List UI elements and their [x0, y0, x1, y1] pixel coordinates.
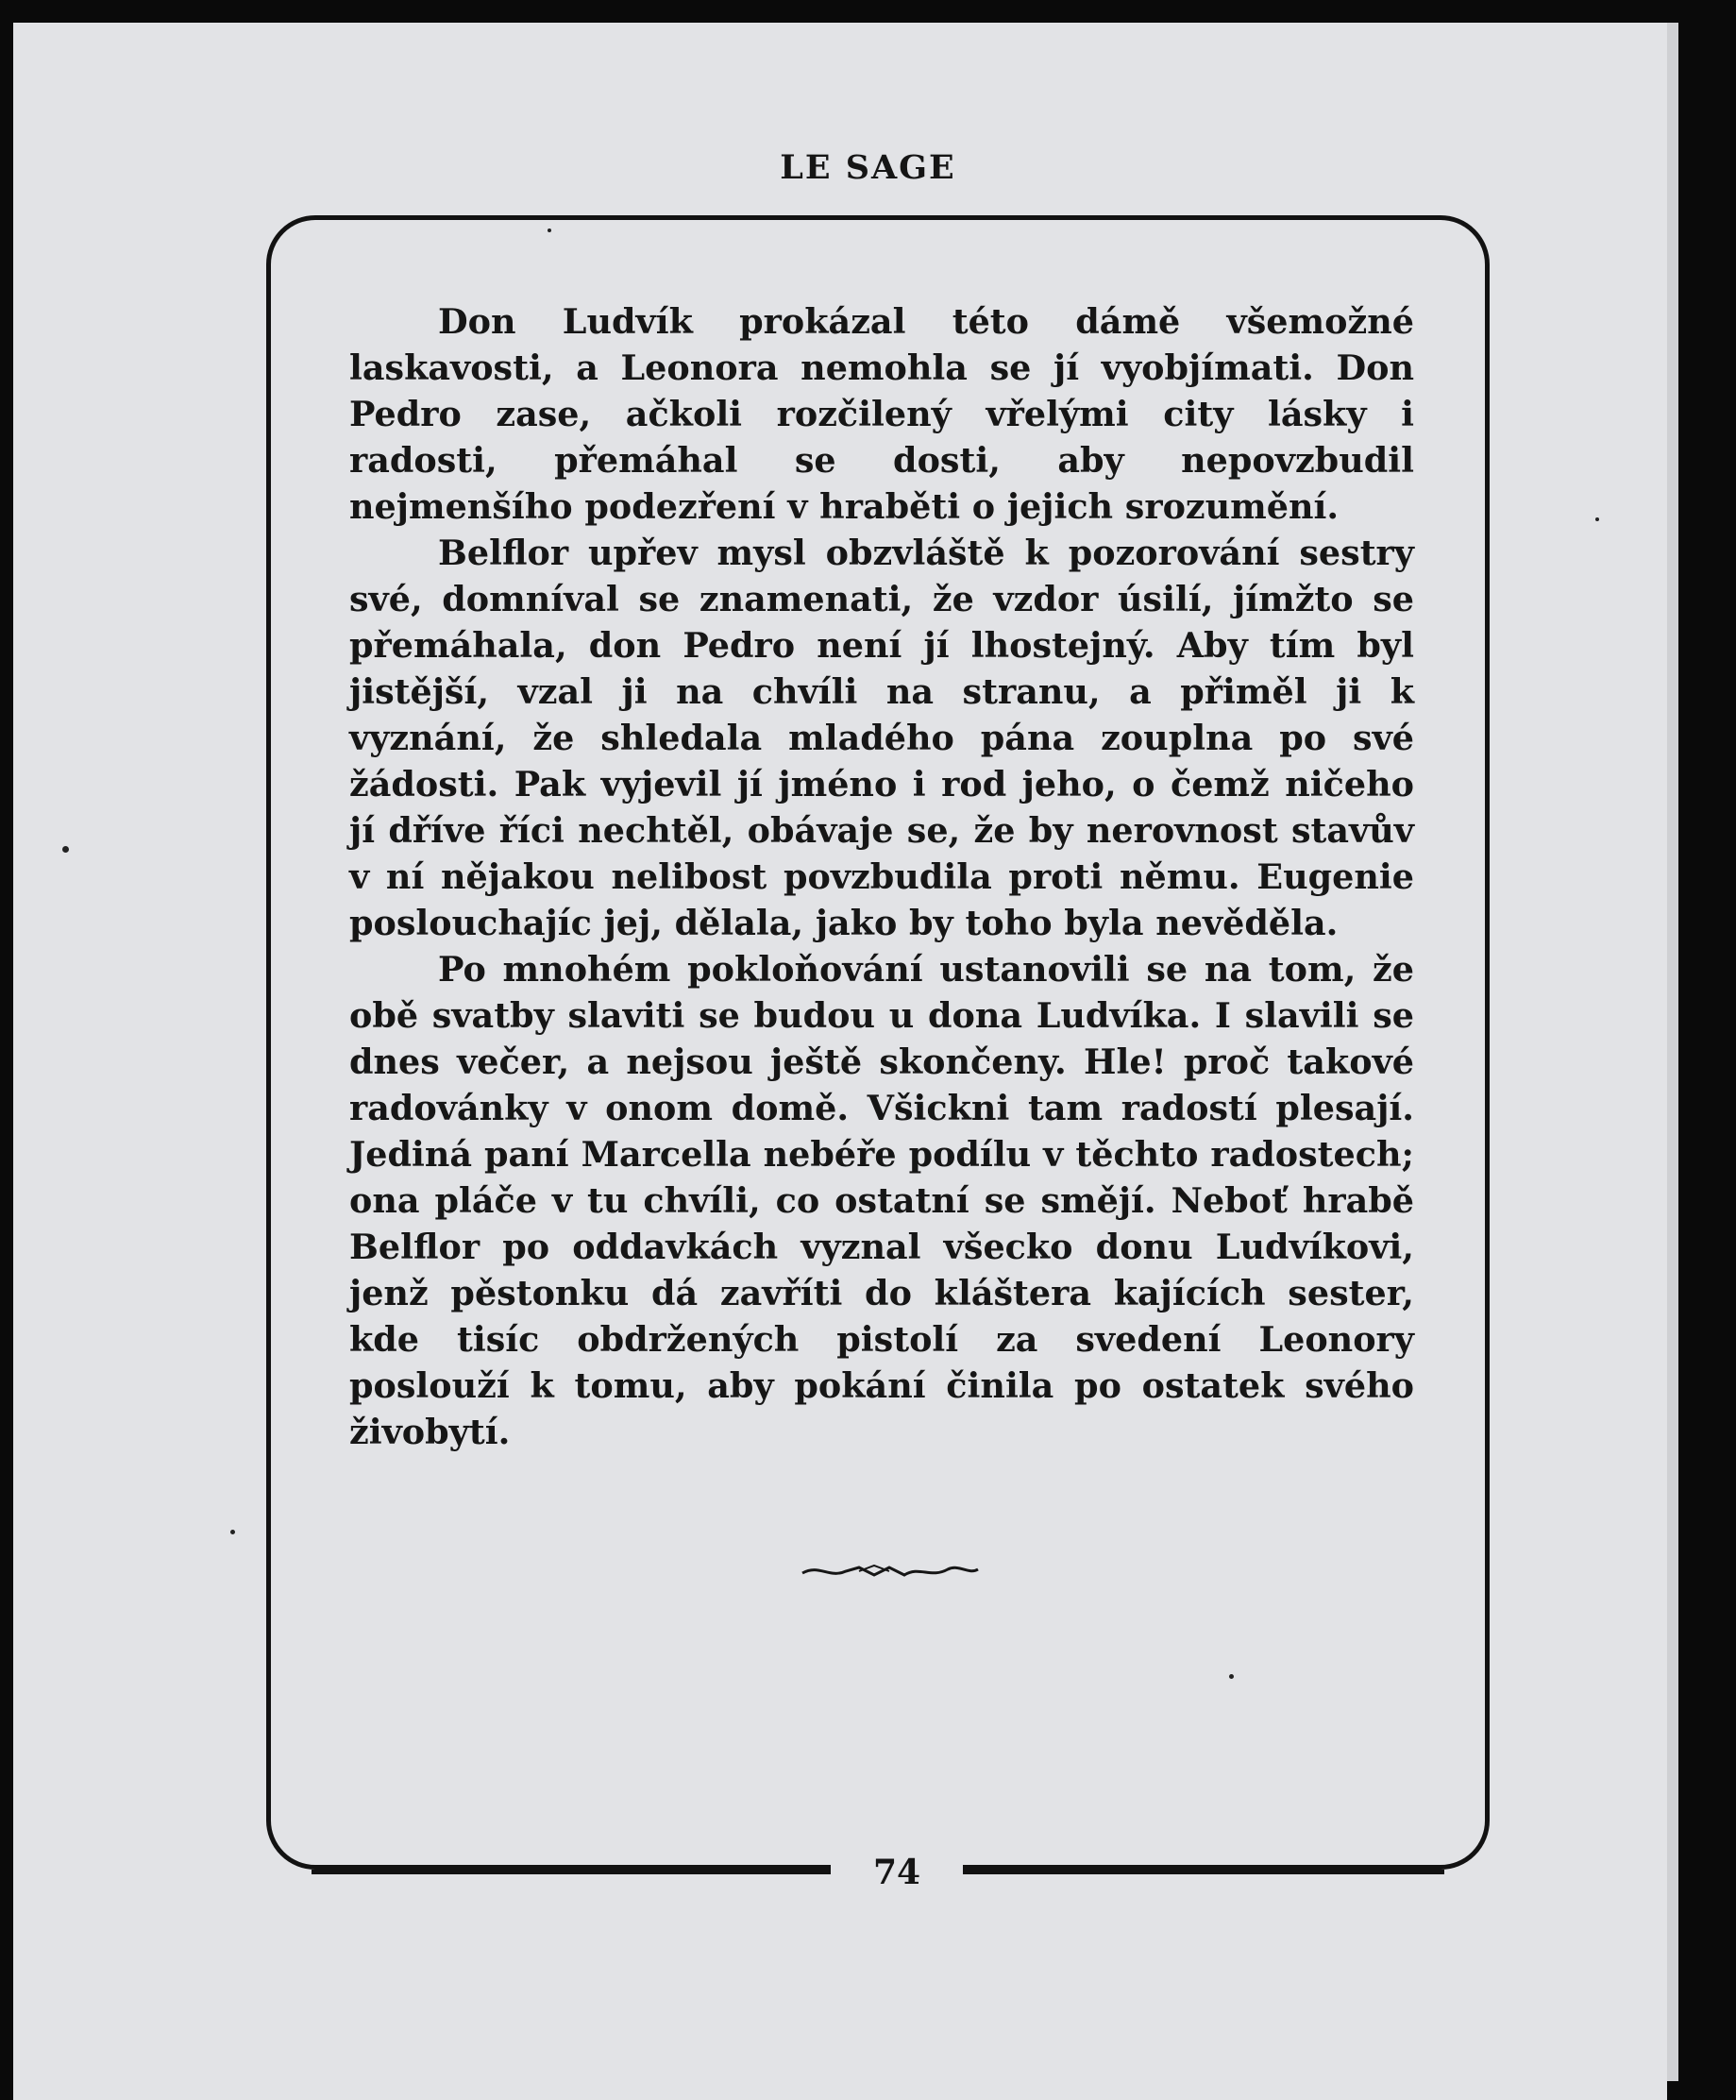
paragraph: Po mnohém pokloňování ustanovili se na tom, že obě svatby slaviti se budou u dona Ludvíka. I slavili se dnes večer, a nejsou ještě skončeny. Hle! proč takové radovánky v onom domě. Všickni tam radostí plesají. Jediná paní Marcella nebéře podílu v těchto radostech; ona pláče v tu chvíli, co ostatní se smějí. Neboť hrabě Belflor po oddavkách vyznal všecko donu Ludvíkovi, jenž pěstonku dá zavříti do kláštera kajících sester, kde tisíc obdržených pistolí za svedení Leonory poslouží k tomu, aby pokání činila po ostatek svého živobytí. [349, 949, 1414, 1452]
folio-rule-left [312, 1870, 840, 1874]
body-text [349, 298, 1414, 1455]
scan-speck [230, 1530, 235, 1534]
page-number: 74 [831, 1853, 963, 1892]
scan-speck [1595, 517, 1599, 521]
scan-speck [548, 229, 551, 232]
tailpiece-ornament [801, 1558, 980, 1586]
folio-rule-right [953, 1870, 1444, 1874]
scan-speck [1229, 1674, 1234, 1679]
paragraph: Belflor upřev mysl obzvláště k pozorování sestry své, domníval se znamenati, že vzdor úsilí, jímžto se přemáhala, don Pedro není jí lhostejný. Aby tím byl jistější, vzal ji na chvíli na stranu, a přiměl ji k vyznání, že shledala mladého pána zouplna po své žádosti. Pak vyjevil jí jméno i rod jeho, o čemž ničeho jí dříve říci nechtěl, obávaje se, že by nerovnost stavův v ní nějakou nelibost povzbudila proti němu. Eugenie poslouchajíc jej, dělala, jako by toho byla nevěděla. [349, 533, 1414, 943]
scan-speck [62, 846, 69, 853]
page-edge-strip [1667, 23, 1678, 2081]
running-head: LE SAGE [780, 148, 956, 187]
paragraph: Don Ludvík prokázal této dámě všemožné laskavosti, a Leonora nemohla se jí vyobjímati. Don Pedro zase, ačkoli rozčilený vřelými city lásky i radosti, přemáhal se dosti, aby nepovzbudil nejmenšího podezření v hraběti o jejich srozumění. [349, 301, 1414, 527]
